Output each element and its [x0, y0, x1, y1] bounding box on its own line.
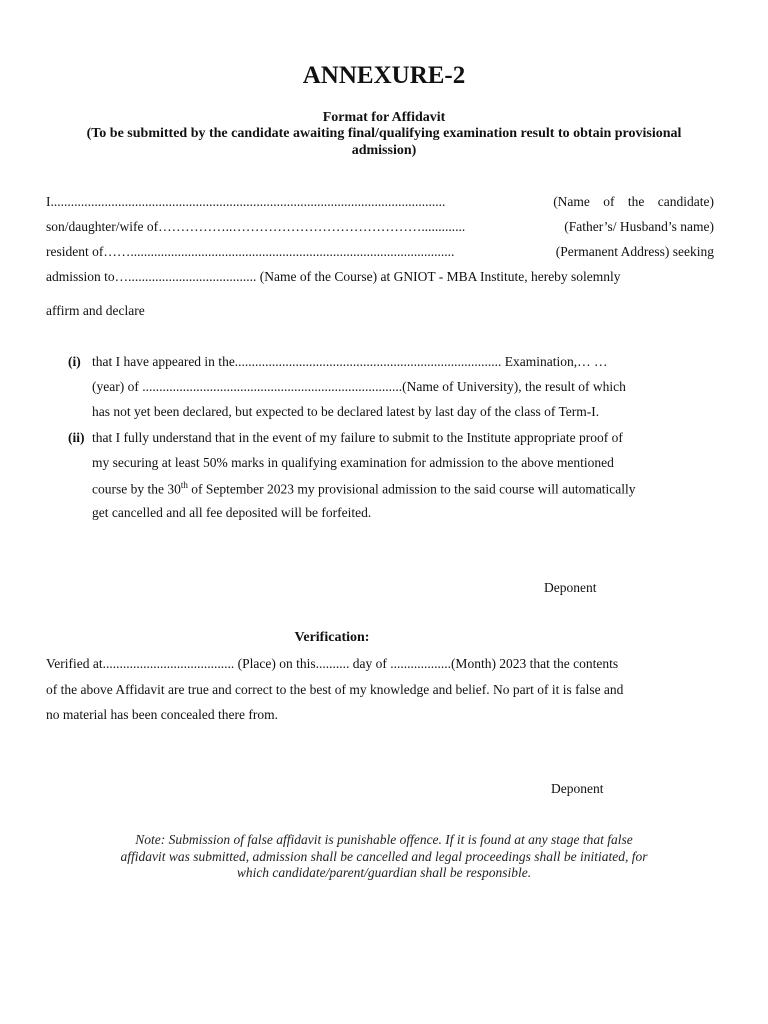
clause-1-line-2: (year) of .............................................................................(Name of University), the result of which: [92, 379, 626, 394]
clause-2-line-4: get cancelled and all fee deposited will be forfeited.: [92, 505, 372, 520]
declaration-line-1-right: (Name of the candidate): [553, 194, 714, 209]
instruction-line-2: admission): [351, 143, 417, 158]
declaration-line-5: affirm and declare: [46, 303, 145, 318]
clause-2-line-1: that I fully understand that in the event of my failure to submit to the Institute appropriate proof of: [92, 430, 623, 445]
note-line-3: which candidate/parent/guardian shall be responsible.: [236, 865, 532, 880]
note-line-1: Note: Submission of false affidavit is punishable offence. If it is found at any stage that false: [135, 832, 633, 847]
ordinal-suffix: th: [180, 480, 188, 490]
clause-1-line-3: has not yet been declared, but expected to be declared latest by last day of the class of Term-I.: [92, 404, 600, 419]
declaration-line-2-right: (Father’s/ Husband’s name): [564, 219, 714, 234]
declaration-line-2: [46, 219, 714, 235]
verification-line-1: Verified at....................................... (Place) on this.......... day of ..................(Month) 2023 that the contents: [46, 656, 619, 671]
page-subtitle: Format for Affidavit: [322, 110, 446, 125]
clause-2-line-3-pre: course by the 30: [92, 481, 181, 497]
declaration-line-3-left: resident of……................................................................................................: [46, 244, 455, 259]
page-title: ANNEXURE-2: [302, 62, 466, 89]
declaration-line-2-left: son/daughter/wife of……………..…………………………………….............: [46, 219, 466, 234]
note-line-2: affidavit was submitted, admission shall be cancelled and legal proceedings shall be initiated, for: [120, 849, 648, 864]
deponent-label-1: Deponent: [544, 580, 597, 595]
clause-1-label: (i): [68, 354, 81, 369]
declaration-line-1-left: I.....................................................................................................................: [46, 194, 446, 209]
verification-line-3: no material has been concealed there from.: [46, 707, 279, 722]
verification-heading: Verification:: [294, 630, 370, 645]
clause-2-line-3: [92, 480, 636, 498]
clause-1-line-1: that I have appeared in the............................................................................... Examination,… …: [92, 354, 608, 369]
verification-line-2: of the above Affidavit are true and correct to the best of my knowledge and belief. No part of it is false and: [46, 682, 624, 697]
declaration-line-1: [46, 194, 714, 210]
clause-2-line-3-post: of September 2023 my provisional admission to the said course will automatically: [187, 481, 636, 497]
clause-2-label: (ii): [68, 430, 85, 445]
clause-2-line-2: my securing at least 50% marks in qualifying examination for admission to the above mentioned: [92, 455, 614, 470]
declaration-line-4: admission to…...................................... (Name of the Course) at GNIOT - MBA Institute, hereby solemnly: [46, 269, 621, 284]
deponent-label-2: Deponent: [551, 781, 604, 796]
instruction-line-1: (To be submitted by the candidate awaiting final/qualifying examination result to obtain provisional: [86, 126, 682, 141]
declaration-line-3: [46, 244, 714, 260]
declaration-line-3-right: (Permanent Address) seeking: [555, 244, 714, 259]
